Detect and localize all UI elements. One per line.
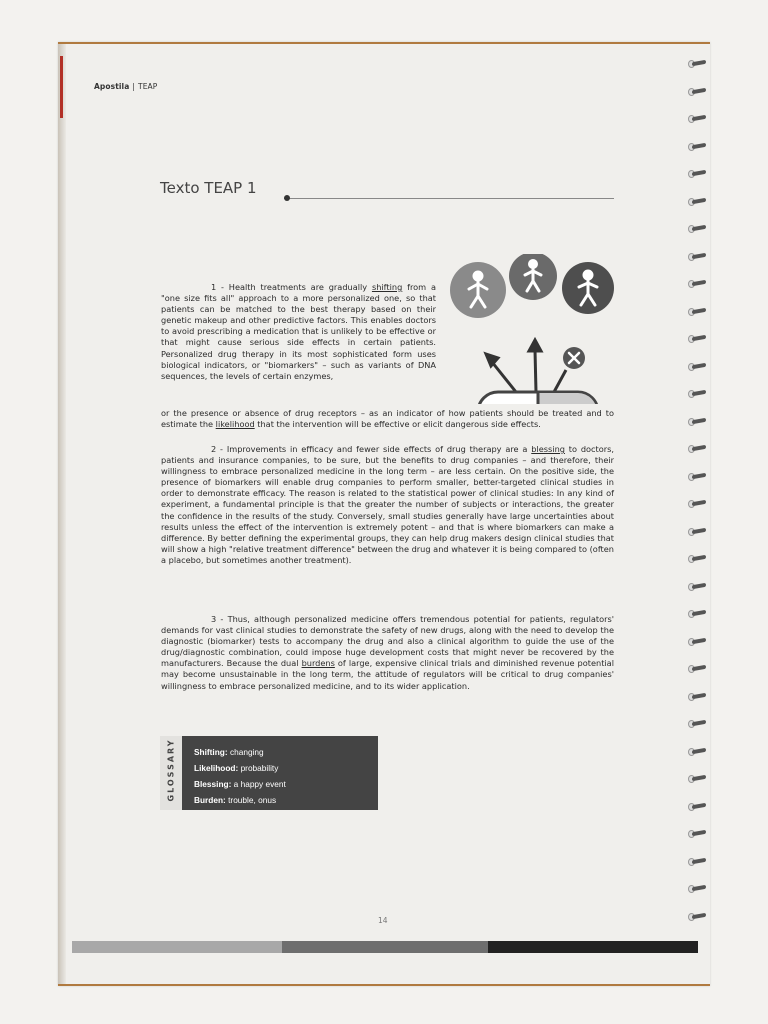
glossary-entry: [194, 760, 286, 776]
title-dot: [284, 195, 290, 201]
glossary-definition: changing: [229, 747, 264, 757]
spiral-coil: [688, 58, 708, 68]
spiral-coil: [688, 86, 708, 96]
paragraph-1: 1 - Health treatments are gradually shifting from a "one size fits all" approach to a more personalized one, so that patients can be matched to the best therapy based on their genetic makeup and other predictive factors. This enables doctors to avoid prescribing a medication that is unlikely to be effective or that might cause serious side effects in certain patients. Personalized drug therapy in its most sophisticated form uses biological indicators, or "biomarkers" – such as variants of DNA sequences, the levels of certain enzymes,: [161, 282, 436, 381]
spiral-coil: [688, 608, 708, 618]
page-title: Texto TEAP 1: [160, 179, 257, 197]
spiral-coil: [688, 828, 708, 838]
spiral-coil: [688, 636, 708, 646]
glossary-term: Likelihood:: [194, 763, 239, 773]
footer-band-dark: [488, 941, 698, 953]
spiral-coil: [688, 856, 708, 866]
glossary-term: Blessing:: [194, 779, 232, 789]
paragraph-1-continued: or the presence or absence of drug receptors – as an indicator of how patients should be treated and to estimate the likelihood that the intervention will be effective or elicit dangerous side effects.: [161, 408, 614, 430]
glossary-term: Shifting:: [194, 747, 228, 757]
paragraph-3: 3 - Thus, although personalized medicine offers tremendous potential for patients, regulators' demands for vast clinical studies to demonstrate the safety of new drugs, along with the need to develop the diagnostic (biomarker) tests to accompany the drug and also a clinical algorithm to guide the use of the drug/diagnostic combination, could impose huge development costs that might never be recovered by the manufacturers. Because the dual burdens of large, expensive clinical trials and diminished revenue potential may become unsustainable in the long term, the attitude of regulators will be critical to drug companies' willingness to embrace personalized medicine, and to its wider application.: [161, 614, 614, 691]
page-number: 14: [378, 916, 388, 925]
spiral-coil: [688, 113, 708, 123]
x-mark-icon: [563, 347, 585, 369]
spiral-coil: [688, 141, 708, 151]
spiral-coil: [688, 801, 708, 811]
spiral-coil: [688, 911, 708, 921]
spiral-coil: [688, 526, 708, 536]
spiral-coil: [688, 773, 708, 783]
person-icon: [509, 254, 557, 300]
spiral-coil: [688, 223, 708, 233]
glossary-term: Burden:: [194, 795, 226, 805]
glossary-entries: [194, 744, 286, 808]
footer-band-light: [72, 941, 282, 953]
spiral-coil: [688, 718, 708, 728]
paragraph-2: 2 - Improvements in efficacy and fewer side effects of drug therapy are a blessing to doctors, patients and insurance companies, to be sure, but the benefits to drug companies – and therefore, their willingness to embrace personalized medicine in the long term – are less certain. On the positive side, the presence of biomarkers will enable drug companies to perform smaller, better-targeted clinical studies in order to demonstrate efficacy. The reason is related to the statistical power of clinical studies: In any kind of experiment, a fundamental principle is that the greater the number of subjects or interactions, the greater the confidence in the results of the study. Conversely, small studies generally have large uncertainties about results unless the effect of the intervention is extremely potent – and that is where biomarkers can make a difference. By better defining the experimental groups, they can help drug makers design clinical studies that will show a high "relative treatment difference" between the drug and whatever it is being compared to (often a placebo, but sometimes another treatment).: [161, 444, 614, 565]
person-icon: [450, 262, 506, 318]
spiral-coil: [688, 416, 708, 426]
spiral-coil: [688, 443, 708, 453]
spiral-binding: [688, 58, 712, 938]
spiral-coil: [688, 498, 708, 508]
glossary-label: GLOSSARY: [166, 738, 176, 802]
spiral-coil: [688, 581, 708, 591]
spiral-coil: [688, 471, 708, 481]
glossary-definition: a happy event: [233, 779, 286, 789]
capsule-icon: [478, 392, 598, 404]
glossary-entry: [194, 792, 286, 808]
personalized-medicine-illustration: [438, 254, 634, 404]
spiral-coil: [688, 333, 708, 343]
header-separator: |: [132, 82, 136, 91]
spiral-coil: [688, 691, 708, 701]
glossary-box: [160, 736, 378, 810]
spiral-coil: [688, 883, 708, 893]
header-section: TEAP: [138, 82, 158, 91]
header-brand: Apostila: [94, 82, 130, 91]
spiral-coil: [688, 278, 708, 288]
spiral-coil: [688, 361, 708, 371]
accent-bar: [60, 56, 63, 118]
arrow-icon: [486, 340, 566, 392]
spiral-coil: [688, 746, 708, 756]
spiral-coil: [688, 553, 708, 563]
glossary-definition: probability: [240, 763, 279, 773]
footer-band-mid: [282, 941, 488, 953]
glossary-entry: [194, 776, 286, 792]
glossary-definition: trouble, onus: [228, 795, 277, 805]
spiral-coil: [688, 663, 708, 673]
glossary-side-tab: [160, 736, 182, 810]
person-icon: [562, 262, 614, 314]
spiral-coil: [688, 251, 708, 261]
spiral-coil: [688, 388, 708, 398]
glossary-entry: [194, 744, 286, 760]
title-rule: [284, 198, 614, 199]
running-header: [94, 82, 157, 91]
spiral-coil: [688, 306, 708, 316]
document-page: [58, 42, 710, 986]
spiral-coil: [688, 168, 708, 178]
spiral-coil: [688, 196, 708, 206]
